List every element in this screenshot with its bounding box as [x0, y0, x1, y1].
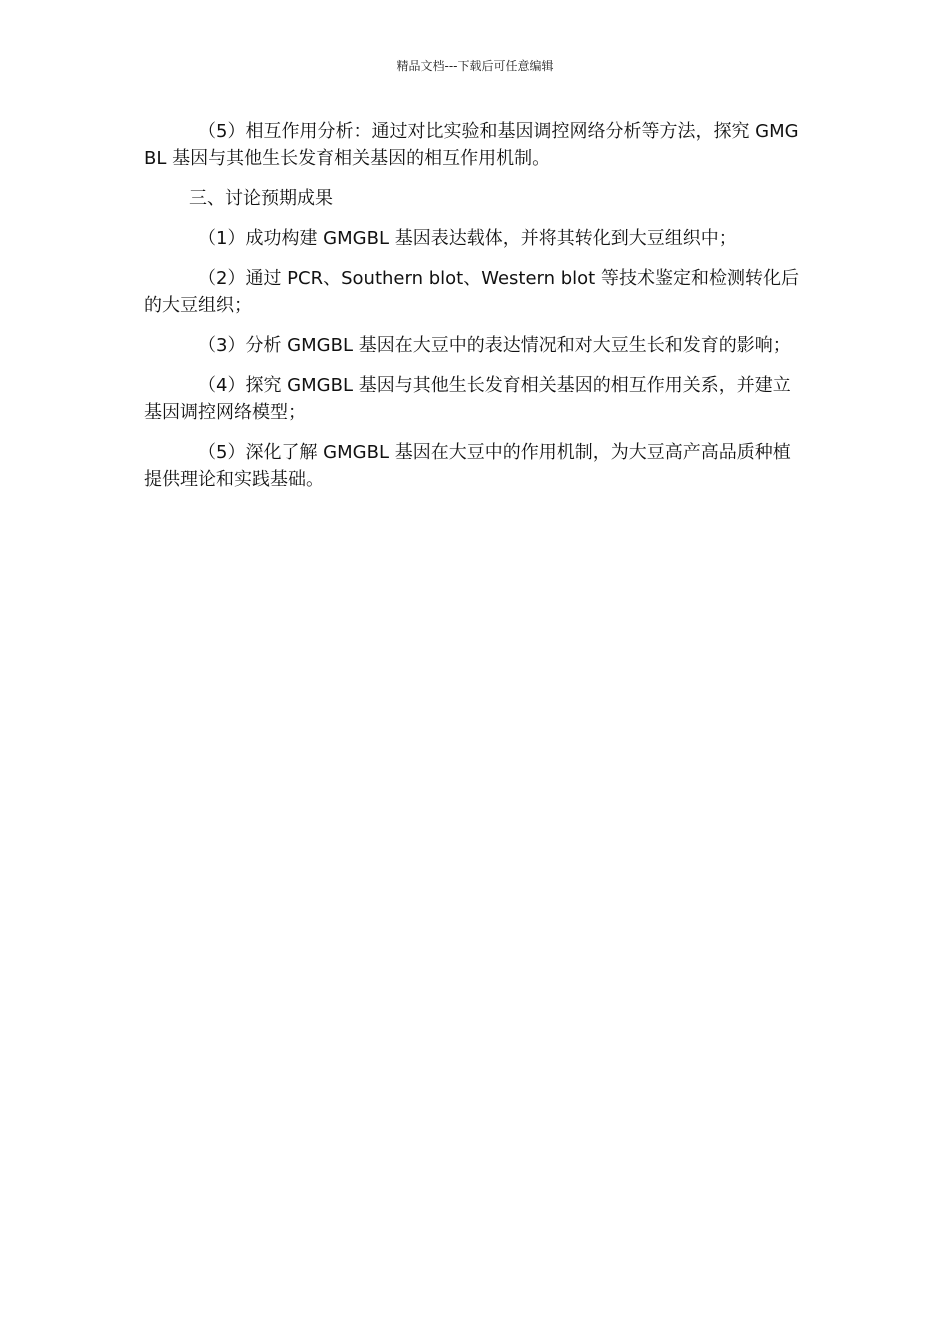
paragraph-interaction-analysis: （5）相互作用分析：通过对比实验和基因调控网络分析等方法，探究 GMGBL 基因与其他生长发育相关基因的相互作用机制。 [144, 121, 799, 169]
page-header: 精品文档---下载后可任意编辑 [396, 59, 554, 73]
list-item: （2）通过 PCR、Southern blot、Western blot 等技术鉴定和检测转化后的大豆组织； [144, 268, 799, 316]
document-body [144, 118, 808, 506]
list-item: （3）分析 GMGBL 基因在大豆中的表达情况和对大豆生长和发育的影响； [198, 335, 791, 356]
section-heading: 三、讨论预期成果 [189, 188, 333, 209]
list-item: （1）成功构建 GMGBL 基因表达载体，并将其转化到大豆组织中； [198, 228, 737, 249]
list-item: （5）深化了解 GMGBL 基因在大豆中的作用机制，为大豆高产高品质种植提供理论和实践基础。 [144, 442, 791, 490]
list-item: （4）探究 GMGBL 基因与其他生长发育相关基因的相互作用关系，并建立基因调控网络模型； [144, 375, 791, 423]
